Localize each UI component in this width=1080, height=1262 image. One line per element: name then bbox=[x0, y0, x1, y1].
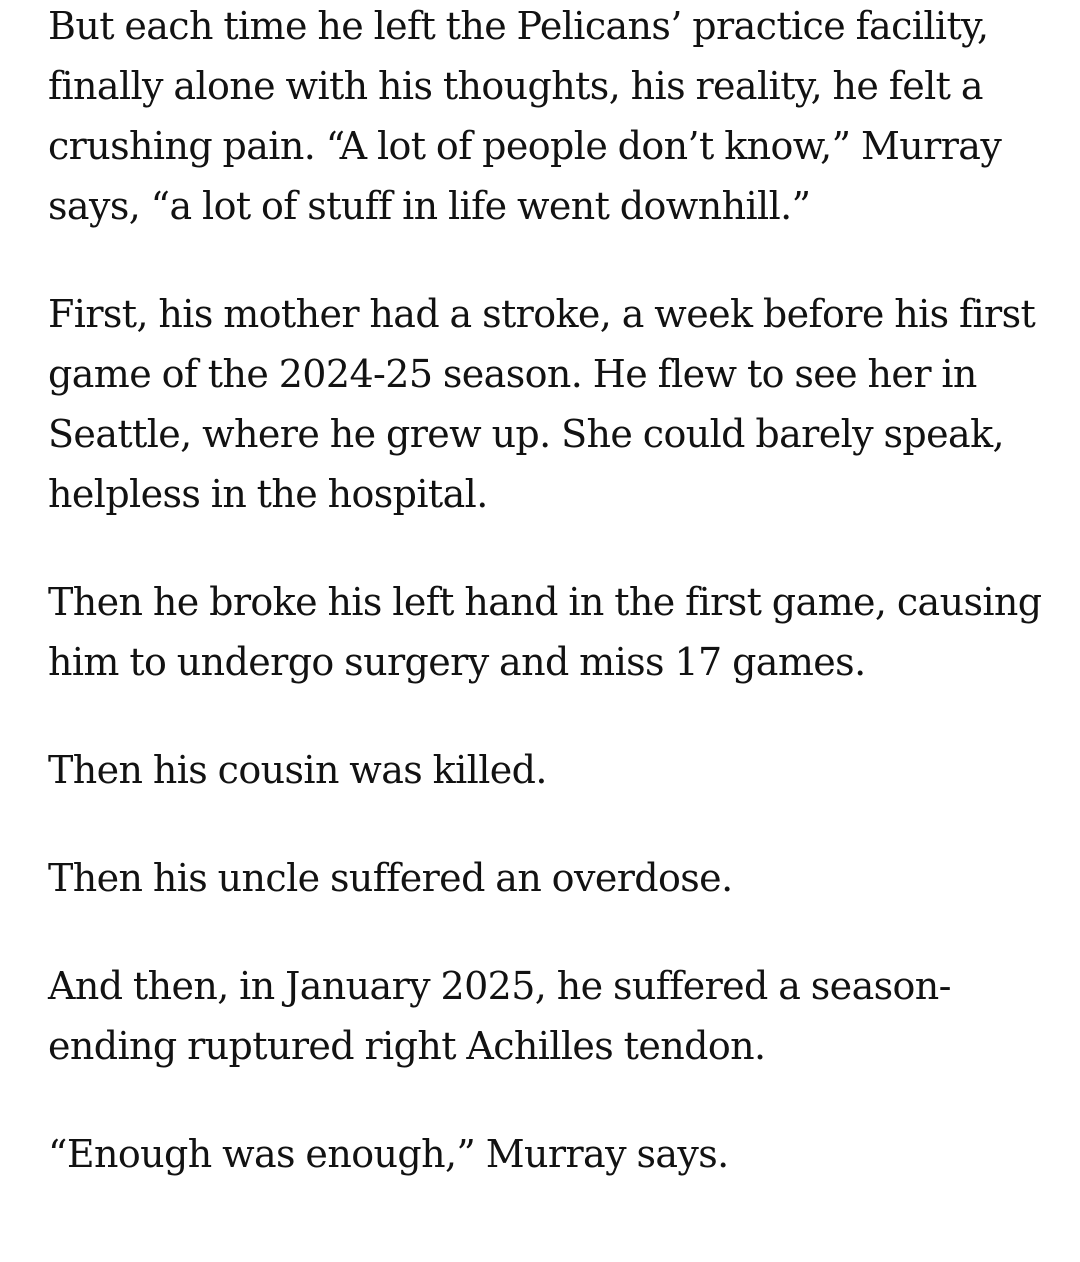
paragraph-uncle-overdose: Then his uncle suffered an overdose. bbox=[48, 856, 733, 900]
paragraph-crushing-pain: But each time he left the Pelicans’ practice facility, finally alone with his thoughts, his reality, he felt a crushing pain. “A lot of people don’t know,” Murray says, “a lot of stuff in life went downhill.” bbox=[48, 4, 1002, 228]
paragraph-cousin-killed: Then his cousin was killed. bbox=[48, 748, 547, 792]
paragraph-achilles-injury: And then, in January 2025, he suffered a season-ending ruptured right Achilles tendon. bbox=[48, 964, 951, 1068]
article-body bbox=[48, 0, 1048, 1184]
paragraph-mother-stroke: First, his mother had a stroke, a week before his first game of the 2024-25 season. He flew to see her in Seattle, where he grew up. She could barely speak, helpless in the hospital. bbox=[48, 292, 1036, 516]
paragraph-enough-quote: “Enough was enough,” Murray says. bbox=[48, 1132, 729, 1176]
paragraph-broken-hand: Then he broke his left hand in the first game, causing him to undergo surgery and miss 17 games. bbox=[48, 580, 1042, 684]
